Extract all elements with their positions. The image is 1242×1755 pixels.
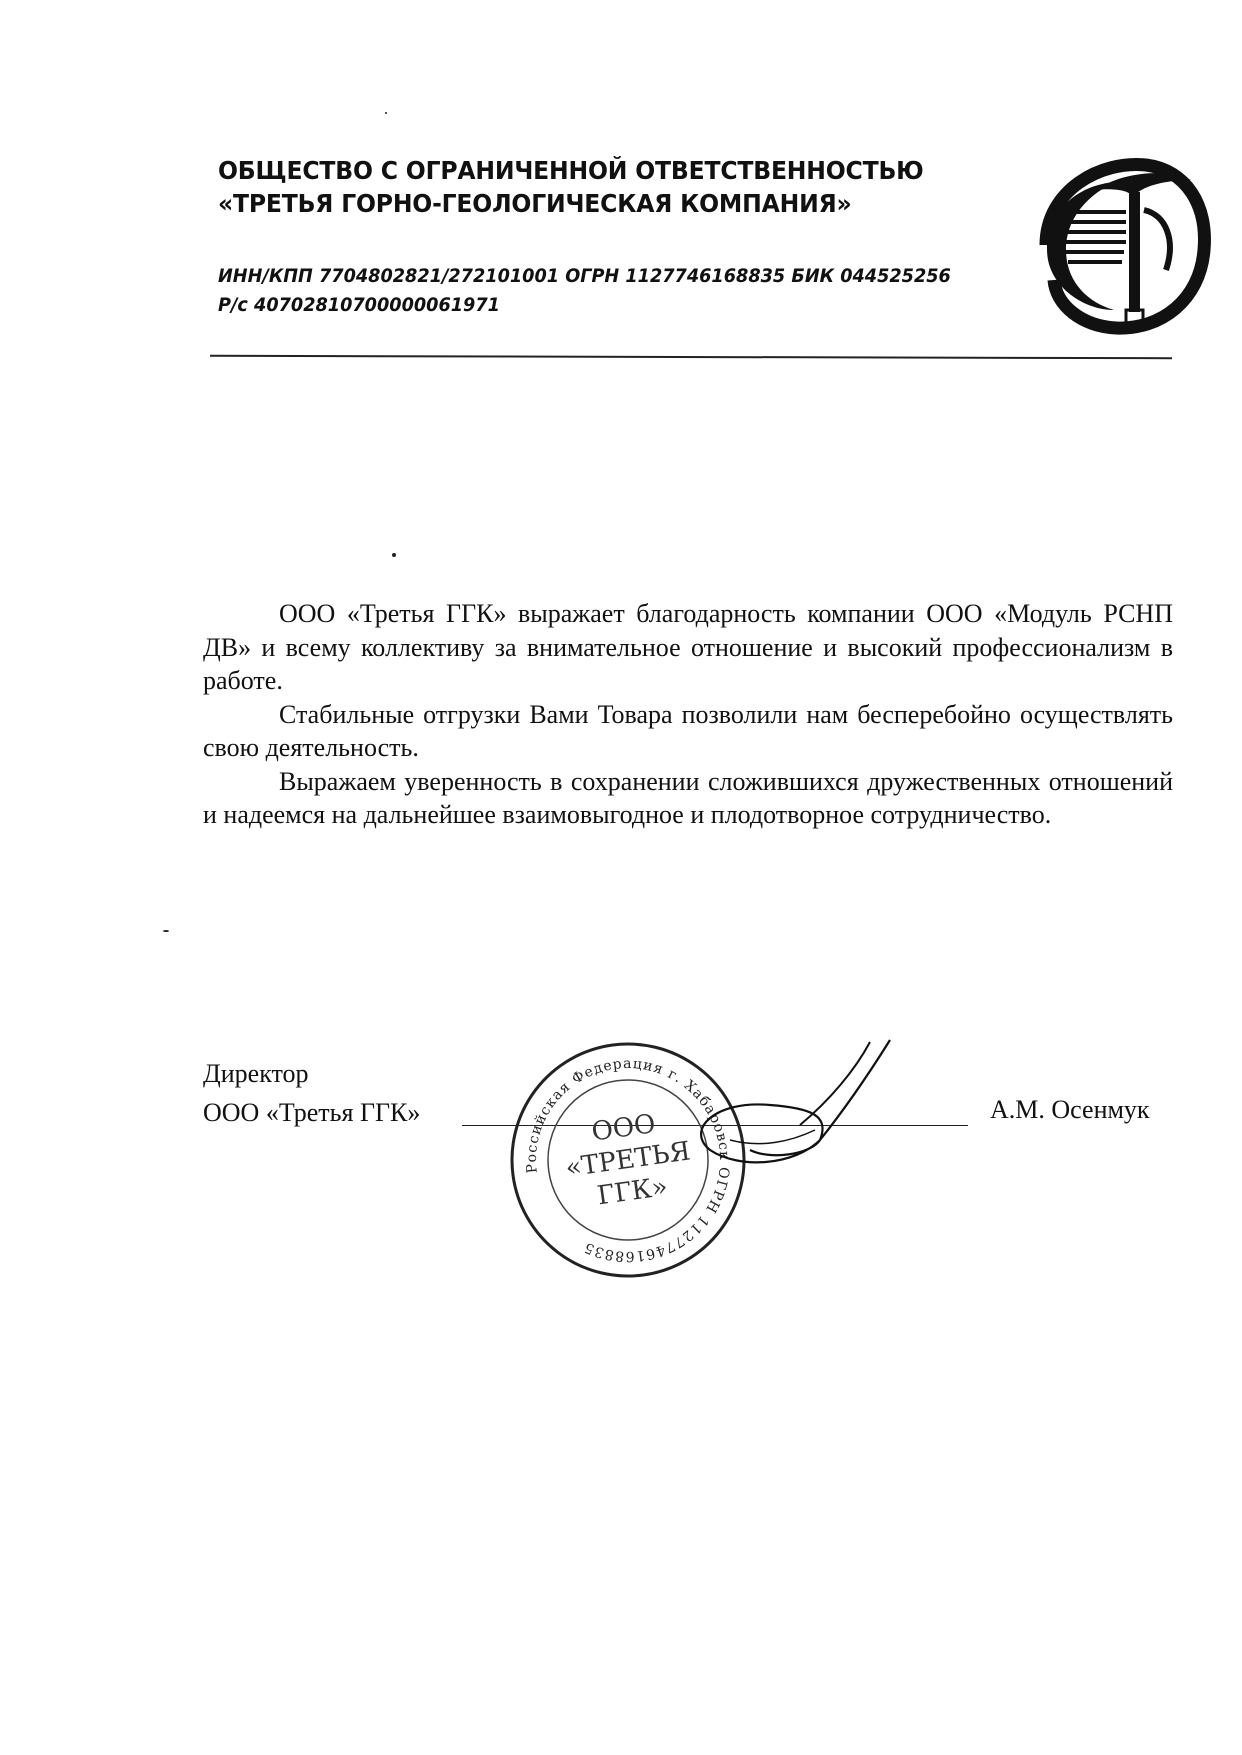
stamp-ring-text: Российская Федерация г. Хабаровск ОГРН 1127746168835 xyxy=(523,1055,733,1265)
letter-body xyxy=(203,597,1173,832)
requisites-line1: ИНН/КПП 7704802821/272101001 ОГРН 1127746168835 БИК 044525256 xyxy=(218,265,951,287)
signatory-block xyxy=(203,1054,420,1132)
handwritten-signature-icon xyxy=(670,1030,900,1210)
stamp-line-2: «ТРЕТЬЯ xyxy=(563,1136,693,1184)
body-paragraph-3: Выражаем уверенность в сохранении сложившихся дружественных отношений и надеемся на дальнейшее взаимовыгодное и плодотворное сотрудничество. xyxy=(203,766,1173,829)
signer-name: А.М. Осенмук xyxy=(990,1095,1150,1124)
org-name-line2: «ТРЕТЬЯ ГОРНО-ГЕОЛОГИЧЕСКАЯ КОМПАНИЯ» xyxy=(218,189,852,218)
org-name-line1: ОБЩЕСТВО С ОГРАНИЧЕННОЙ ОТВЕТСТВЕННОСТЬЮ xyxy=(218,156,924,185)
body-paragraph-2: Стабильные отгрузки Вами Товара позволили нам бесперебойно осуществлять свою деятельность. xyxy=(203,699,1173,762)
signatory-position: Директор xyxy=(203,1059,309,1088)
stamp-line-3: ГГК» xyxy=(595,1171,670,1212)
signatory-company: ООО «Третья ГГК» xyxy=(203,1098,421,1127)
scan-speck xyxy=(385,112,387,114)
requisites-line2: Р/с 40702810700000061971 xyxy=(218,294,500,316)
header-divider xyxy=(210,355,1172,360)
letterhead xyxy=(218,154,978,320)
body-paragraph-1: ООО «Третья ГГК» выражает благодарность компании ООО «Модуль РСНП ДВ» и всему коллективу за внимательное отношение и высокий профессионализм в работе. xyxy=(203,599,1173,695)
scan-speck xyxy=(163,930,169,932)
scan-speck xyxy=(392,553,396,557)
org-requisites xyxy=(218,262,951,320)
stamp-line-1: ООО xyxy=(589,1109,658,1148)
company-logo-icon xyxy=(1026,150,1211,340)
